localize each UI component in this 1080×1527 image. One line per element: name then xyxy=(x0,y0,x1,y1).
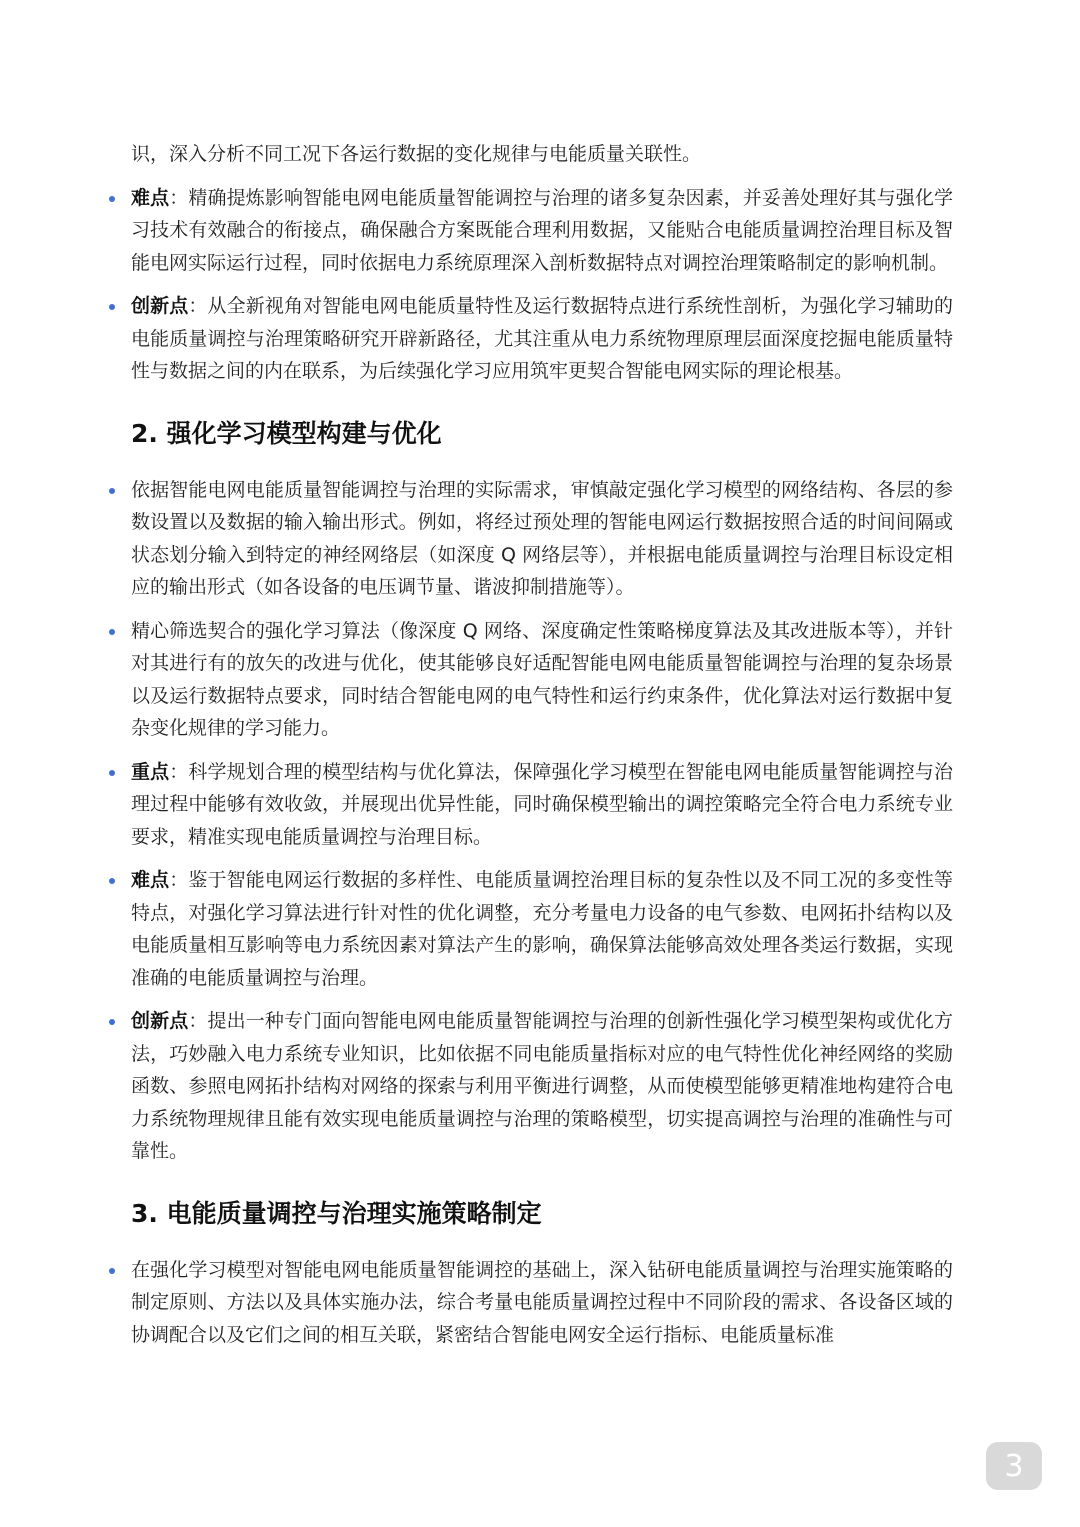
item-label: 重点 xyxy=(131,760,170,783)
bullet-icon xyxy=(109,1268,115,1274)
bullet-icon xyxy=(109,196,115,202)
list-item xyxy=(131,290,953,388)
list-item xyxy=(131,615,953,745)
bullet-icon xyxy=(109,878,115,884)
bullet-icon xyxy=(109,1019,115,1025)
item-label: 难点 xyxy=(131,186,170,209)
list-item xyxy=(131,474,953,604)
item-text: ：精确提炼影响智能电网电能质量智能调控与治理的诸多复杂因素，并妥善处理好其与强化学习技术有效融合的衔接点，确保融合方案既能合理利用数据，又能贴合电能质量调控治理目标及智能电网实际运行过程，同时依据电力系统原理深入剖析数据特点对调控治理策略制定的影响机制。 xyxy=(131,186,953,274)
item-label: 创新点 xyxy=(131,1010,189,1032)
list-item xyxy=(131,756,953,854)
paragraph-continuation: 识，深入分析不同工况下各运行数据的变化规律与电能质量关联性。 xyxy=(131,143,702,165)
item-text: 在强化学习模型对智能电网电能质量智能调控的基础上，深入钻研电能质量调控与治理实施策略的制定原则、方法以及具体实施办法，综合考量电能质量调控过程中不同阶段的需求、各设备区域的协调配合以及它们之间的相互关联，紧密结合智能电网安全运行指标、电能质量标准 xyxy=(131,1258,953,1346)
page-content xyxy=(131,138,953,1362)
page-number-badge: 3 xyxy=(986,1442,1042,1490)
bullet-icon xyxy=(109,488,115,494)
bullet-icon xyxy=(109,629,115,635)
item-text: ：从全新视角对智能电网电能质量特性及运行数据特点进行系统性剖析，为强化学习辅助的电能质量调控与治理策略研究开辟新路径，尤其注重从电力系统物理原理层面深度挖掘电能质量特性与数据之间的内在联系，为后续强化学习应用筑牢更契合智能电网实际的理论根基。 xyxy=(131,295,953,382)
list-item xyxy=(131,1005,953,1168)
list-item xyxy=(131,864,953,994)
bullet-icon xyxy=(109,304,115,310)
item-text: 依据智能电网电能质量智能调控与治理的实际需求，审慎敲定强化学习模型的网络结构、各层的参数设置以及数据的输入输出形式。例如，将经过预处理的智能电网运行数据按照合适的时间间隔或状态划分输入到特定的神经网络层（如深度 Q 网络层等），并根据电能质量调控与治理目标设定相应的输出形式（如各设备的电压调节量、谐波抑制措施等）。 xyxy=(131,478,953,598)
item-text: 精心筛选契合的强化学习算法（像深度 Q 网络、深度确定性策略梯度算法及其改进版本等），并针对其进行有的放矢的改进与优化，使其能够良好适配智能电网电能质量智能调控与治理的复杂场景以及运行数据特点要求，同时结合智能电网的电气特性和运行约束条件，优化算法对运行数据中复杂变化规律的学习能力。 xyxy=(131,619,953,739)
item-label: 创新点 xyxy=(131,295,189,317)
bullet-icon xyxy=(109,770,115,776)
section-heading: 2. 强化学习模型构建与优化 xyxy=(131,418,442,448)
item-text: ：鉴于智能电网运行数据的多样性、电能质量调控治理目标的复杂性以及不同工况的多变性等特点，对强化学习算法进行针对性的优化调整，充分考量电力设备的电气参数、电网拓扑结构以及电能质量相互影响等电力系统因素对算法产生的影响，确保算法能够高效处理各类运行数据，实现准确的电能质量调控与治理。 xyxy=(131,869,953,989)
list-item xyxy=(131,1254,953,1352)
item-label: 难点 xyxy=(131,869,170,891)
item-text: ：科学规划合理的模型结构与优化算法，保障强化学习模型在智能电网电能质量智能调控与治理过程中能够有效收敛，并展现出优异性能，同时确保模型输出的调控策略完全符合电力系统专业要求，精准实现电能质量调控与治理目标。 xyxy=(131,760,953,848)
section-heading: 3. 电能质量调控与治理实施策略制定 xyxy=(131,1198,542,1228)
item-text: ：提出一种专门面向智能电网电能质量智能调控与治理的创新性强化学习模型架构或优化方法，巧妙融入电力系统专业知识，比如依据不同电能质量指标对应的电气特性优化神经网络的奖励函数、参照电网拓扑结构对网络的探索与利用平衡进行调整，从而使模型能够更精准地构建符合电力系统物理规律且能有效实现电能质量调控与治理的策略模型，切实提高调控与治理的准确性与可靠性。 xyxy=(131,1010,953,1162)
list-item xyxy=(131,182,953,280)
